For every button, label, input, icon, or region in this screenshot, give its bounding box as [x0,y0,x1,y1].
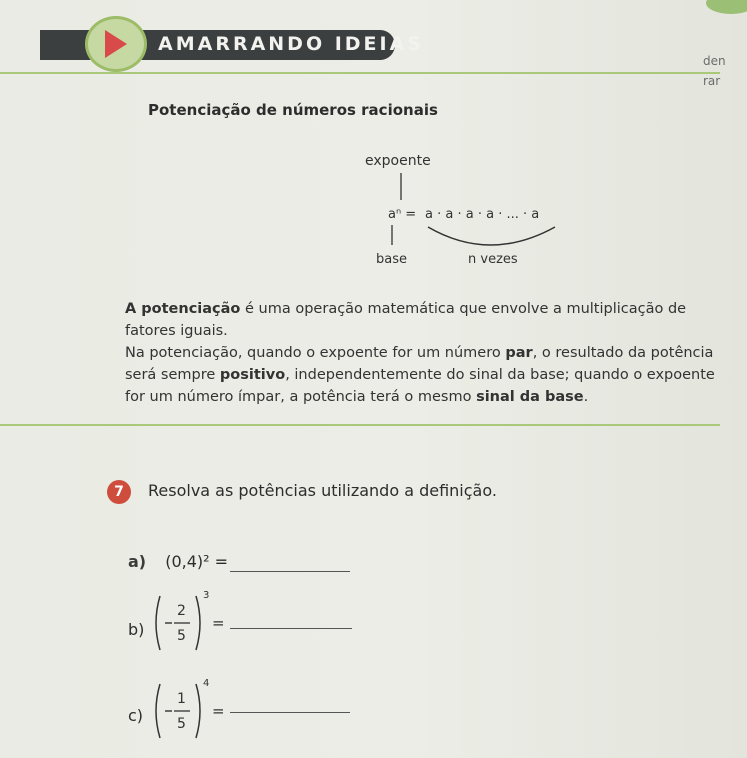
formula-left: aⁿ = [388,207,417,222]
para-par: par [505,345,533,361]
item-a-expression: (0,4)² = [165,552,229,571]
para-s2d: potência terá o mesmo [302,389,477,405]
item-a [128,552,228,571]
item-b-label: b) [128,620,145,639]
item-a-label: a) [128,552,147,571]
item-c-answer-line[interactable] [230,712,350,713]
item-b-exponent: 3 [203,590,210,601]
exercise-number-badge: 7 [107,480,131,504]
para-s2a: Na potenciação, quando o expoente for um número [125,345,506,361]
play-arrow-icon [105,30,127,58]
para-s2c: , independentemente do sinal da base; quando o expoente for um número ímpar, a [125,367,715,405]
item-b-fraction [150,588,230,658]
item-c-numerator: 1 [177,691,186,707]
item-c-exponent: 4 [203,678,210,689]
item-b-answer-line[interactable] [230,628,352,629]
n-times-brace [428,227,555,245]
side-text-1: den [703,54,726,68]
para-s2b: , o resultado da potência será sempre [125,345,714,383]
item-b-numerator: 2 [177,603,186,619]
para-sinal: sinal da base [476,389,584,405]
side-text-2: rar [703,74,721,88]
item-b-denominator: 5 [177,628,186,644]
formula-right: a · a · a · a · ... · a [425,207,540,222]
definition-paragraph [125,298,725,408]
power-diagram [350,145,590,275]
item-c-fraction [150,676,230,746]
right-paren-b [196,596,200,650]
left-paren-c [156,684,160,738]
item-c-label: c) [128,706,144,725]
left-paren-b [156,596,160,650]
item-c-equals: = [212,702,225,720]
exercise-prompt: Resolva as potências utilizando a definição. [148,481,497,500]
base-label: base [376,252,407,267]
exponent-label: expoente [365,153,431,169]
box-title: Potenciação de números racionais [148,101,438,119]
item-b-equals: = [212,614,225,632]
para-positivo: positivo [219,367,286,383]
para-s1-bold: A potenciação [125,301,241,317]
n-times-label: n vezes [468,252,518,267]
right-paren-c [196,684,200,738]
para-s2e: . [583,389,589,405]
item-a-answer-line[interactable] [230,571,350,572]
section-title: AMARRANDO IDEIAS [158,33,424,55]
para-s1: é uma operação matemática que envolve a multiplicação de fatores iguais. [125,301,687,339]
item-c-denominator: 5 [177,716,186,732]
